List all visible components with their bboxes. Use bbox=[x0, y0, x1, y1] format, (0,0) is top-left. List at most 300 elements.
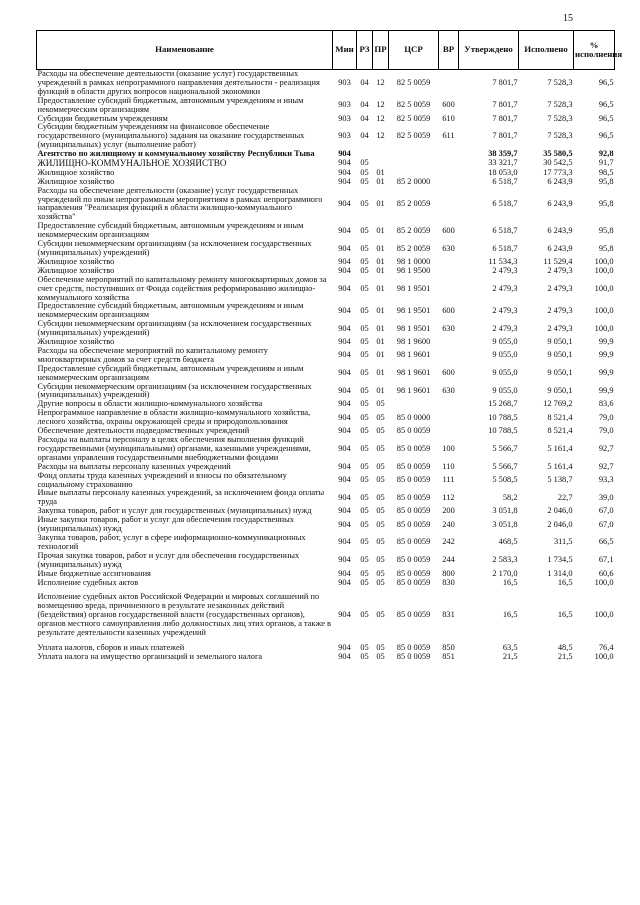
cell-min: 904 bbox=[338, 610, 351, 620]
cell-csr: 85 0 0059 bbox=[396, 652, 431, 661]
cell-min: 904 bbox=[338, 350, 351, 360]
cell-min: 904 bbox=[338, 412, 351, 422]
cell-min: 904 bbox=[338, 283, 351, 293]
cell-min: 904 bbox=[338, 507, 351, 516]
cell-name: Субсидии некоммерческим организациям (за исключением государственных (муниципальных) учреждений) bbox=[37, 240, 312, 257]
cell-rz: 04 bbox=[360, 100, 369, 110]
cell-vr: 830 bbox=[442, 578, 455, 587]
cell-approved: 6 518,7 bbox=[492, 198, 518, 208]
cell-min: 904 bbox=[338, 338, 351, 347]
cell-executed: 1 734,5 bbox=[547, 555, 573, 565]
cell-rz: 05 bbox=[360, 652, 369, 661]
table-row bbox=[37, 70, 615, 97]
cell-name: Иные выплаты персоналу казенных учреждений, за исключением фонда оплаты труда bbox=[37, 489, 325, 507]
cell-approved: 9 055,0 bbox=[492, 338, 518, 347]
cell-vr: 800 bbox=[442, 569, 455, 578]
budget-table bbox=[36, 30, 623, 662]
cell-rz: 05 bbox=[360, 492, 369, 502]
cell-vr bbox=[439, 150, 459, 159]
cell-executed: 9 050,1 bbox=[547, 386, 573, 396]
cell-vr bbox=[439, 409, 459, 427]
table-row bbox=[37, 383, 615, 401]
cell-min: 904 bbox=[338, 652, 351, 661]
cell-min: 904 bbox=[338, 400, 351, 409]
cell-min: 904 bbox=[338, 569, 351, 578]
cell-percent: 79,0 bbox=[598, 412, 614, 422]
cell-pr: 01 bbox=[376, 386, 385, 396]
header-percent-line1: % bbox=[589, 39, 599, 50]
cell-name: Субсидии некоммерческим организациям (за исключением государственных (муниципальных) учреждений) bbox=[37, 382, 312, 400]
cell-pr: 01 bbox=[376, 266, 385, 275]
cell-name: Агентство по жилищному и коммунальному хозяйству Республики Тыва bbox=[37, 150, 315, 159]
cell-vr: 600 bbox=[442, 100, 455, 110]
header-csr: ЦСР bbox=[389, 31, 439, 70]
cell-executed: 12 769,2 bbox=[543, 400, 573, 409]
cell-pr: 12 bbox=[376, 114, 385, 123]
cell-executed: 7 528,3 bbox=[547, 100, 573, 110]
header-percent-line2: исполнения bbox=[575, 49, 623, 59]
cell-name: Предоставление субсидий бюджетным, автономным учреждениям и иным некоммерческим организациям bbox=[37, 364, 304, 382]
cell-min: 903 bbox=[338, 114, 351, 123]
cell-vr: 240 bbox=[442, 519, 455, 529]
table-row bbox=[37, 115, 615, 124]
cell-percent: 96,5 bbox=[598, 131, 614, 141]
cell-pr: 01 bbox=[376, 177, 385, 186]
cell-pr: 05 bbox=[376, 400, 385, 409]
cell-vr: 110 bbox=[442, 462, 455, 471]
cell-pr: 01 bbox=[376, 323, 385, 333]
cell-pr: 12 bbox=[376, 131, 385, 141]
cell-approved: 3 051,8 bbox=[492, 507, 518, 516]
cell-rz: 05 bbox=[360, 257, 369, 266]
cell-approved: 18 053,0 bbox=[488, 168, 518, 177]
cell-executed: 311,5 bbox=[553, 537, 573, 547]
cell-csr: 85 0 0059 bbox=[396, 443, 431, 453]
cell-percent: 99,9 bbox=[598, 338, 614, 347]
cell-rz: 05 bbox=[360, 168, 369, 177]
cell-percent: 99,9 bbox=[598, 368, 614, 378]
cell-csr: 85 0 0059 bbox=[396, 569, 431, 578]
header-rz: РЗ bbox=[357, 31, 373, 70]
table-row bbox=[37, 159, 615, 169]
cell-vr bbox=[439, 338, 459, 347]
cell-csr: 85 2 0059 bbox=[396, 225, 431, 235]
cell-rz: 05 bbox=[360, 537, 369, 547]
cell-pr: 05 bbox=[376, 427, 385, 436]
cell-executed: 9 050,1 bbox=[547, 368, 573, 378]
cell-approved: 6 518,7 bbox=[492, 225, 518, 235]
table-row bbox=[37, 97, 615, 115]
table-row bbox=[37, 489, 615, 507]
cell-percent: 96,5 bbox=[598, 100, 614, 110]
cell-rz: 05 bbox=[360, 519, 369, 529]
header-percent bbox=[574, 31, 623, 70]
cell-name: Уплата налога на имущество организаций и земельного налога bbox=[37, 652, 263, 661]
cell-approved: 7 801,7 bbox=[492, 100, 518, 110]
cell-percent: 100,0 bbox=[594, 305, 614, 315]
cell-vr: 200 bbox=[442, 507, 455, 516]
cell-rz: 05 bbox=[360, 443, 369, 453]
table-row bbox=[37, 409, 615, 427]
cell-min: 904 bbox=[338, 168, 351, 177]
cell-approved: 63,5 bbox=[502, 643, 518, 652]
cell-min: 904 bbox=[338, 368, 351, 378]
table-row bbox=[37, 258, 615, 267]
cell-vr: 600 bbox=[442, 305, 455, 315]
cell-approved: 5 566,7 bbox=[492, 462, 518, 471]
cell-rz: 05 bbox=[360, 243, 369, 253]
cell-vr bbox=[439, 276, 459, 303]
cell-vr: 630 bbox=[442, 243, 455, 253]
cell-rz: 04 bbox=[360, 131, 369, 141]
cell-vr: 611 bbox=[442, 131, 455, 141]
cell-percent: 95,8 bbox=[598, 177, 614, 186]
cell-percent: 93,3 bbox=[598, 475, 614, 485]
cell-min: 904 bbox=[338, 443, 351, 453]
cell-executed: 6 243,9 bbox=[547, 243, 573, 253]
cell-approved: 10 788,5 bbox=[488, 412, 518, 422]
cell-csr: 98 1 9601 bbox=[396, 368, 431, 378]
cell-min: 904 bbox=[338, 643, 351, 652]
cell-pr: 05 bbox=[376, 412, 385, 422]
cell-csr: 85 0 0059 bbox=[396, 507, 431, 516]
cell-name: Расходы на выплаты персоналу в целях обеспечения выполнения функций государственными (муниципальными) органами, казенными учреждениями, органами управления государственными внебюджетными фондами bbox=[37, 436, 311, 462]
cell-csr: 85 0 0059 bbox=[396, 555, 431, 565]
cell-vr bbox=[439, 70, 459, 97]
cell-name: Расходы на выплаты персоналу казенных учреждений bbox=[37, 462, 231, 471]
cell-name: Предоставление субсидий бюджетным, автономным учреждениям и иным некоммерческим организациям bbox=[37, 222, 304, 240]
table-row bbox=[37, 267, 615, 276]
cell-pr: 01 bbox=[376, 283, 385, 293]
cell-name: Уплата налогов, сборов и иных платежей bbox=[37, 643, 185, 652]
cell-vr: 831 bbox=[442, 610, 455, 620]
cell-approved: 2 479,3 bbox=[492, 305, 518, 315]
cell-percent: 100,0 bbox=[594, 257, 614, 266]
cell-executed: 8 521,4 bbox=[547, 427, 573, 436]
table-body bbox=[37, 70, 615, 662]
table-row bbox=[37, 240, 615, 258]
table-row bbox=[37, 222, 615, 240]
cell-csr: 82 5 0059 bbox=[396, 77, 431, 87]
table-row bbox=[37, 320, 615, 338]
cell-approved: 2 479,3 bbox=[492, 323, 518, 333]
cell-rz: 05 bbox=[360, 283, 369, 293]
cell-rz: 05 bbox=[360, 569, 369, 578]
cell-csr: 85 2 0000 bbox=[396, 177, 431, 186]
cell-csr: 85 0 0059 bbox=[396, 643, 431, 652]
cell-percent: 91,7 bbox=[598, 159, 614, 168]
cell-percent: 100,0 bbox=[594, 283, 614, 293]
cell-name: Закупка товаров, работ, услуг в сфере информационно-коммуникационных технологий bbox=[37, 533, 306, 551]
cell-vr bbox=[439, 400, 459, 409]
cell-name: Жилищное хозяйство bbox=[37, 168, 115, 177]
cell-executed: 8 521,4 bbox=[547, 412, 573, 422]
header-name: Наименование bbox=[37, 31, 333, 70]
cell-percent: 99,9 bbox=[598, 350, 614, 360]
cell-approved: 6 518,7 bbox=[492, 243, 518, 253]
table-row bbox=[37, 338, 615, 347]
cell-csr: 98 1 9500 bbox=[396, 266, 431, 275]
cell-approved: 5 566,7 bbox=[492, 443, 518, 453]
cell-approved: 9 055,0 bbox=[492, 386, 518, 396]
page-number: 15 bbox=[563, 13, 573, 24]
cell-rz: 05 bbox=[360, 159, 369, 168]
table-row bbox=[37, 436, 615, 463]
cell-pr: 05 bbox=[376, 569, 385, 578]
cell-percent: 100,0 bbox=[594, 323, 614, 333]
cell-pr: 01 bbox=[376, 368, 385, 378]
cell-approved: 5 508,5 bbox=[492, 475, 518, 485]
cell-rz: 05 bbox=[360, 350, 369, 360]
table-row bbox=[37, 570, 615, 579]
cell-executed: 5 138,7 bbox=[547, 475, 573, 485]
table-row bbox=[37, 472, 615, 490]
cell-csr: 98 1 9601 bbox=[396, 350, 431, 360]
cell-pr: 05 bbox=[376, 443, 385, 453]
cell-executed: 6 243,9 bbox=[547, 225, 573, 235]
cell-name: Другие вопросы в области жилищно-коммунального хозяйства bbox=[37, 400, 263, 409]
cell-csr bbox=[389, 159, 439, 169]
cell-percent: 92,7 bbox=[598, 443, 614, 453]
cell-csr: 82 5 0059 bbox=[396, 114, 431, 123]
cell-min: 903 bbox=[338, 77, 351, 87]
cell-executed: 7 528,3 bbox=[547, 131, 573, 141]
header-min: Мин bbox=[333, 31, 357, 70]
cell-rz: 05 bbox=[360, 507, 369, 516]
cell-approved: 11 534,3 bbox=[488, 257, 518, 266]
cell-percent: 83,6 bbox=[598, 400, 614, 409]
cell-executed: 2 479,3 bbox=[547, 266, 573, 275]
cell-name: Непрограммное направление в области жилищно-коммунального хозяйства, лесного хозяйства, охраны окружающей среды и природопользования bbox=[37, 409, 311, 427]
cell-percent: 67,0 bbox=[598, 507, 614, 516]
cell-name: Иные бюджетные ассигнования bbox=[37, 569, 151, 578]
cell-percent: 95,8 bbox=[598, 243, 614, 253]
cell-approved: 21,5 bbox=[502, 652, 518, 661]
cell-rz: 05 bbox=[360, 338, 369, 347]
cell-vr bbox=[439, 187, 459, 223]
cell-csr: 85 0 0059 bbox=[396, 610, 431, 620]
cell-csr bbox=[389, 169, 439, 178]
cell-csr bbox=[389, 150, 439, 159]
cell-min: 903 bbox=[338, 100, 351, 110]
cell-percent: 100,0 bbox=[594, 578, 614, 587]
cell-pr: 05 bbox=[376, 492, 385, 502]
cell-csr: 85 0 0059 bbox=[396, 427, 431, 436]
cell-pr bbox=[373, 150, 389, 159]
header-pr: ПР bbox=[373, 31, 389, 70]
table-row bbox=[37, 516, 615, 534]
cell-executed: 5 161,4 bbox=[547, 462, 573, 471]
cell-rz: 05 bbox=[360, 555, 369, 565]
cell-min: 904 bbox=[338, 537, 351, 547]
cell-vr: 100 bbox=[442, 443, 455, 453]
table-row bbox=[37, 276, 615, 303]
cell-csr: 82 5 0059 bbox=[396, 131, 431, 141]
table-row bbox=[37, 552, 615, 570]
cell-approved: 16,5 bbox=[502, 610, 518, 620]
cell-percent: 67,1 bbox=[598, 555, 614, 565]
cell-name: Иные закупки товаров, работ и услуг для обеспечения государственных (муниципальных) нужд bbox=[37, 516, 294, 534]
cell-name: Фонд оплаты труда казенных учреждений и взносы по обязательному социальному страхованию bbox=[37, 471, 287, 489]
cell-name: Обеспечение деятельности подведомственных учреждений bbox=[37, 427, 250, 436]
cell-vr: 112 bbox=[442, 492, 455, 502]
cell-min: 904 bbox=[338, 492, 351, 502]
cell-csr: 85 2 0059 bbox=[396, 198, 431, 208]
cell-approved: 2 479,3 bbox=[492, 283, 518, 293]
cell-pr: 01 bbox=[376, 168, 385, 177]
cell-executed: 17 773,3 bbox=[543, 168, 573, 177]
cell-name: Субсидии бюджетным учреждениям bbox=[37, 114, 168, 123]
header-vr: ВР bbox=[439, 31, 459, 70]
cell-pr: 05 bbox=[376, 475, 385, 485]
cell-executed: 1 314,0 bbox=[547, 569, 573, 578]
table-row bbox=[37, 178, 615, 187]
cell-csr: 98 1 9501 bbox=[396, 283, 431, 293]
cell-approved: 2 479,3 bbox=[492, 266, 518, 275]
cell-pr: 01 bbox=[376, 257, 385, 266]
table-row bbox=[37, 365, 615, 383]
cell-executed: 21,5 bbox=[557, 652, 573, 661]
cell-name: Предоставление субсидий бюджетным, автономным учреждениям и иным некоммерческим организациям bbox=[37, 302, 304, 320]
cell-pr: 05 bbox=[376, 610, 385, 620]
cell-pr: 01 bbox=[376, 350, 385, 360]
cell-percent: 100,0 bbox=[594, 652, 614, 661]
cell-executed: 7 528,3 bbox=[547, 114, 573, 123]
cell-executed: 6 243,9 bbox=[547, 177, 573, 186]
table-row bbox=[37, 187, 615, 223]
cell-executed: 9 050,1 bbox=[547, 350, 573, 360]
cell-min: 904 bbox=[338, 243, 351, 253]
cell-rz: 05 bbox=[360, 643, 369, 652]
cell-csr: 98 1 9600 bbox=[396, 338, 431, 347]
cell-approved: 7 801,7 bbox=[492, 114, 518, 123]
cell-approved: 7 801,7 bbox=[492, 131, 518, 141]
cell-name: Расходы на обеспечение деятельности (оказание услуг) государственных учреждений в рамках непрограммного направления деятельности - реализация функций в области других вопросов национальной экономики bbox=[37, 69, 320, 96]
cell-rz: 05 bbox=[360, 400, 369, 409]
cell-name: Субсидии бюджетным учреждениям на финансовое обеспечение государственного (муниципального) задания на оказание государственных (муниципальных) услуг (выполнение работ) bbox=[37, 123, 305, 150]
cell-name: Предоставление субсидий бюджетным, автономным учреждениям и иным некоммерческим организациям bbox=[37, 96, 304, 114]
cell-pr: 05 bbox=[376, 519, 385, 529]
cell-csr: 82 5 0059 bbox=[396, 100, 431, 110]
cell-percent: 96,5 bbox=[598, 77, 614, 87]
cell-csr: 98 1 0000 bbox=[396, 257, 431, 266]
cell-rz: 05 bbox=[360, 177, 369, 186]
cell-percent: 99,9 bbox=[598, 386, 614, 396]
cell-name: Жилищное хозяйство bbox=[37, 266, 115, 275]
cell-approved: 16,5 bbox=[502, 578, 518, 587]
cell-percent: 95,8 bbox=[598, 198, 614, 208]
cell-executed: 9 050,1 bbox=[547, 338, 573, 347]
cell-min: 904 bbox=[338, 578, 351, 587]
table-row bbox=[37, 302, 615, 320]
cell-csr: 98 1 9601 bbox=[396, 386, 431, 396]
header-approved: Утверждено bbox=[459, 31, 519, 70]
cell-pr: 05 bbox=[376, 555, 385, 565]
cell-pr: 01 bbox=[376, 338, 385, 347]
cell-name: Субсидии некоммерческим организациям (за исключением государственных (муниципальных) учреждений) bbox=[37, 320, 312, 338]
cell-vr: 610 bbox=[442, 114, 455, 123]
table-row bbox=[37, 507, 615, 516]
cell-rz: 05 bbox=[360, 225, 369, 235]
cell-pr: 12 bbox=[376, 77, 385, 87]
cell-vr: 851 bbox=[442, 652, 455, 661]
table-row bbox=[37, 150, 615, 159]
cell-name: Обеспечение мероприятий по капитальному ремонту многоквартирных домов за счет средств, поступивших от Фонда содействия реформированию жилищно-коммунального хозяйства bbox=[37, 275, 327, 302]
table-row bbox=[37, 463, 615, 472]
cell-vr: 630 bbox=[442, 323, 455, 333]
table-row bbox=[37, 644, 615, 653]
cell-csr: 98 1 9501 bbox=[396, 305, 431, 315]
cell-name: Расходы на обеспечение деятельности (оказание) услуг государственных учреждений по иным непрограммным мероприятиям в рамках непрограммного направления "Реализация функций в области жилищно-коммунального хозяйства" bbox=[37, 186, 323, 222]
cell-rz: 05 bbox=[360, 610, 369, 620]
cell-approved: 10 788,5 bbox=[488, 427, 518, 436]
cell-pr: 05 bbox=[376, 652, 385, 661]
cell-csr: 85 2 0059 bbox=[396, 243, 431, 253]
cell-csr: 85 0 0059 bbox=[396, 537, 431, 547]
table-row bbox=[37, 593, 615, 638]
cell-name: Закупка товаров, работ и услуг для государственных (муниципальных) нужд bbox=[37, 507, 312, 516]
cell-pr: 01 bbox=[376, 225, 385, 235]
cell-csr: 85 0 0059 bbox=[396, 578, 431, 587]
cell-pr: 05 bbox=[376, 578, 385, 587]
cell-csr bbox=[389, 400, 439, 409]
cell-percent: 67,0 bbox=[598, 519, 614, 529]
cell-percent: 92,7 bbox=[598, 462, 614, 471]
cell-name: Расходы на обеспечение мероприятий по капитальному ремонту многоквартирных домов за счет средств бюджета bbox=[37, 346, 268, 364]
cell-vr: 600 bbox=[442, 225, 455, 235]
cell-pr bbox=[373, 159, 389, 169]
cell-rz bbox=[357, 150, 373, 159]
cell-executed: 6 243,9 bbox=[547, 198, 573, 208]
cell-executed: 2 479,3 bbox=[547, 305, 573, 315]
cell-min: 904 bbox=[338, 386, 351, 396]
cell-vr bbox=[439, 169, 459, 178]
cell-name: Прочая закупка товаров, работ и услуг для обеспечения государственных (муниципальных) нужд bbox=[37, 551, 300, 569]
cell-vr: 850 bbox=[442, 643, 455, 652]
cell-approved: 2 583,3 bbox=[492, 555, 518, 565]
cell-pr: 05 bbox=[376, 462, 385, 471]
cell-rz: 05 bbox=[360, 198, 369, 208]
cell-percent: 76,4 bbox=[598, 643, 614, 652]
cell-rz: 05 bbox=[360, 578, 369, 587]
cell-min: 904 bbox=[338, 555, 351, 565]
cell-min: 904 bbox=[338, 225, 351, 235]
cell-min: 904 bbox=[338, 266, 351, 275]
cell-min: 904 bbox=[338, 305, 351, 315]
cell-name: ЖИЛИЩНО-КОММУНАЛЬНОЕ ХОЗЯЙСТВО bbox=[37, 159, 227, 169]
table-row bbox=[37, 123, 615, 150]
table-row bbox=[37, 400, 615, 409]
cell-executed: 35 580,5 bbox=[543, 150, 573, 159]
cell-rz: 05 bbox=[360, 386, 369, 396]
cell-rz: 05 bbox=[360, 427, 369, 436]
cell-vr: 244 bbox=[442, 555, 455, 565]
cell-rz: 05 bbox=[360, 368, 369, 378]
cell-rz: 04 bbox=[360, 114, 369, 123]
cell-min: 904 bbox=[338, 462, 351, 471]
table-header-row bbox=[37, 31, 615, 70]
cell-rz: 04 bbox=[360, 77, 369, 87]
cell-csr: 85 0 0059 bbox=[396, 519, 431, 529]
cell-min: 904 bbox=[338, 198, 351, 208]
cell-approved: 9 055,0 bbox=[492, 350, 518, 360]
cell-csr: 85 0 0059 bbox=[396, 475, 431, 485]
cell-rz: 05 bbox=[360, 475, 369, 485]
cell-percent: 100,0 bbox=[594, 610, 614, 620]
cell-executed: 22,7 bbox=[557, 492, 573, 502]
cell-pr: 05 bbox=[376, 643, 385, 652]
cell-name: Жилищное хозяйство bbox=[37, 257, 115, 266]
